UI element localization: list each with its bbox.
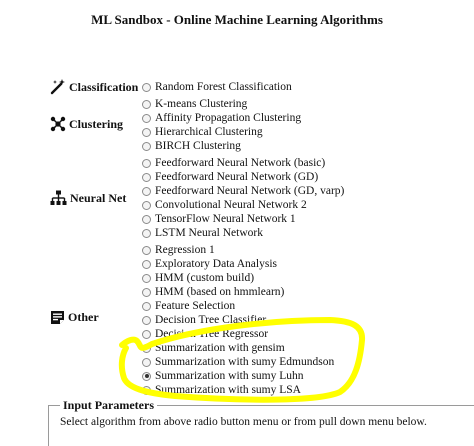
radio-button[interactable] — [142, 344, 151, 353]
radio-button[interactable] — [142, 114, 151, 123]
radio-decision-tree-classifier[interactable] — [142, 313, 266, 327]
radio-label: HMM (custom build) — [155, 272, 255, 284]
radio-button[interactable] — [142, 274, 151, 283]
radio-label: Feedforward Neural Network (GD, varp) — [155, 185, 345, 197]
radio-button[interactable] — [142, 215, 151, 224]
radio-label: Summarization with sumy LSA — [155, 384, 301, 396]
radio-button[interactable] — [142, 260, 151, 269]
radio-label: Decision Tree Classifier — [155, 314, 267, 326]
category-label: Classification — [69, 79, 139, 94]
radio-random-forest-classification[interactable] — [142, 80, 292, 94]
radio-label: Exploratory Data Analysis — [155, 258, 278, 270]
radio-button[interactable] — [142, 229, 151, 238]
radio-affinity-propagation-clustering[interactable] — [142, 111, 301, 125]
radio-label: Convolutional Neural Network 2 — [155, 199, 307, 211]
radio-button[interactable] — [142, 302, 151, 311]
radio-tensorflow-nn-1[interactable] — [142, 212, 296, 226]
radio-label: LSTM Neural Network — [155, 227, 263, 239]
radio-label: K-means Clustering — [155, 98, 248, 110]
radio-hierarchical-clustering[interactable] — [142, 125, 263, 139]
category-clustering — [50, 116, 123, 132]
radio-button[interactable] — [142, 246, 151, 255]
radio-button[interactable] — [142, 128, 151, 137]
radio-label: BIRCH Clustering — [155, 140, 241, 152]
radio-summarization-sumy-luhn[interactable] — [142, 369, 304, 383]
radio-button[interactable] — [142, 316, 151, 325]
radio-exploratory-data-analysis[interactable] — [142, 257, 277, 271]
radio-birch-clustering[interactable] — [142, 139, 241, 153]
radio-feedforward-nn-gd-varp[interactable] — [142, 184, 344, 198]
radio-hmm-custom-build[interactable] — [142, 271, 254, 285]
radio-label: Summarization with sumy Luhn — [155, 370, 304, 382]
radio-button[interactable] — [142, 159, 151, 168]
radio-convolutional-nn-2[interactable] — [142, 198, 307, 212]
radio-summarization-sumy-edmundson[interactable] — [142, 355, 334, 369]
radio-label: HMM (based on hmmlearn) — [155, 286, 285, 298]
radio-label: Regression 1 — [155, 244, 215, 256]
radio-label: Hierarchical Clustering — [155, 126, 263, 138]
radio-lstm-nn[interactable] — [142, 226, 263, 240]
radio-label: Decision Tree Regressor — [155, 328, 269, 340]
radio-button[interactable] — [142, 386, 151, 395]
input-parameters-hint: Select algorithm from above radio button menu or from pull down menu below. — [60, 416, 427, 428]
radio-feedforward-nn-gd[interactable] — [142, 170, 318, 184]
cluster-icon — [50, 116, 66, 132]
radio-regression-1[interactable] — [142, 243, 215, 257]
page-title: ML Sandbox - Online Machine Learning Algorithms — [91, 12, 383, 27]
document-icon — [50, 310, 65, 325]
radio-button[interactable] — [142, 142, 151, 151]
category-other — [50, 310, 99, 325]
radio-button[interactable] — [142, 173, 151, 182]
radio-hmm-hmmlearn[interactable] — [142, 285, 284, 299]
radio-label: Random Forest Classification — [155, 81, 292, 93]
radio-button[interactable] — [142, 288, 151, 297]
radio-button[interactable] — [142, 100, 151, 109]
network-icon — [50, 190, 67, 206]
category-label: Clustering — [69, 116, 123, 131]
radio-button[interactable] — [142, 201, 151, 210]
radio-label: Summarization with sumy Edmundson — [155, 356, 335, 368]
magic-wand-icon — [50, 79, 66, 95]
radio-label: Summarization with gensim — [155, 342, 285, 354]
category-label: Neural Net — [70, 190, 127, 205]
radio-feedforward-nn-basic[interactable] — [142, 156, 325, 170]
radio-button[interactable] — [142, 187, 151, 196]
radio-button[interactable] — [142, 358, 151, 367]
radio-k-means-clustering[interactable] — [142, 97, 247, 111]
radio-label: TensorFlow Neural Network 1 — [155, 213, 296, 225]
radio-summarization-sumy-lsa[interactable] — [142, 383, 301, 397]
category-classification — [50, 79, 138, 95]
radio-button[interactable] — [142, 330, 151, 339]
radio-label: Feedforward Neural Network (basic) — [155, 157, 326, 169]
radio-label: Feature Selection — [155, 300, 236, 312]
category-neural-net — [50, 190, 126, 206]
radio-label: Affinity Propagation Clustering — [155, 112, 302, 124]
radio-decision-tree-regressor[interactable] — [142, 327, 268, 341]
radio-button[interactable] — [142, 83, 151, 92]
radio-summarization-gensim[interactable] — [142, 341, 285, 355]
radio-feature-selection[interactable] — [142, 299, 235, 313]
radio-button[interactable] — [142, 372, 151, 381]
radio-label: Feedforward Neural Network (GD) — [155, 171, 319, 183]
input-parameters-legend: Input Parameters — [60, 398, 157, 413]
category-label: Other — [68, 310, 99, 324]
